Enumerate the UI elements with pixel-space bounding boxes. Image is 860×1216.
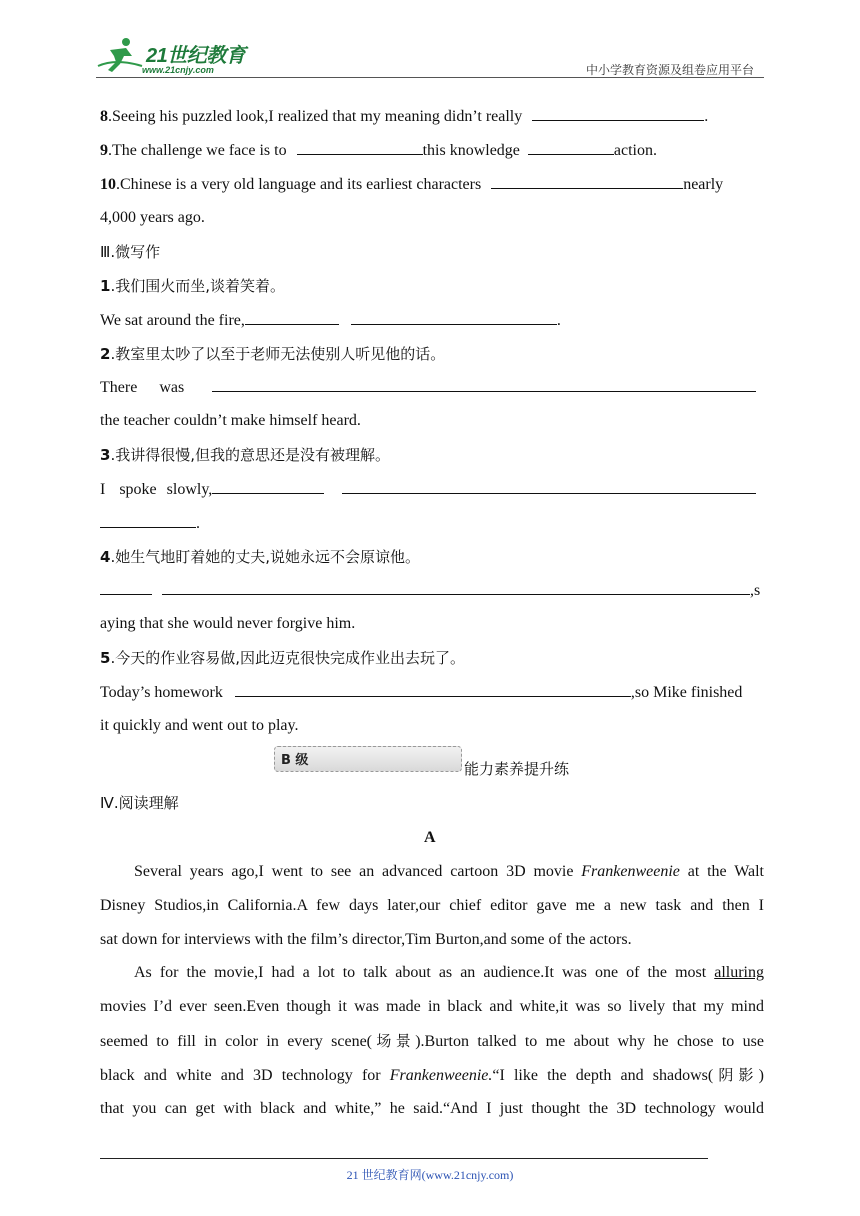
question-text: .今天的作业容易做,因此迈克很快完成作业出去玩了。 <box>110 649 465 667</box>
passage-line <box>100 1065 764 1086</box>
question-number: 2 <box>100 345 111 363</box>
passage-line <box>100 862 764 882</box>
sentence-end: ,so Mike finished <box>630 684 743 701</box>
question-number: 4 <box>100 548 111 566</box>
answer-blank[interactable] <box>100 580 152 595</box>
passage-text: seemed to fill in color in every scene( <box>100 1033 372 1050</box>
item-text: .Chinese is a very old language and its earliest characters <box>116 176 482 193</box>
question-text: .她生气地盯着她的丈夫,说她永远不会原谅他。 <box>110 548 420 566</box>
q5-chinese <box>100 648 465 668</box>
question-text: .教室里太吵了以至于老师无法使别人听见他的话。 <box>110 345 446 363</box>
q5-english-continued: it quickly and went out to play. <box>100 717 299 734</box>
footer-divider <box>100 1158 708 1159</box>
item-10 <box>100 174 723 195</box>
item-number: 10 <box>100 176 116 193</box>
item-number: 8 <box>100 108 108 125</box>
footer-link[interactable]: 21 世纪教育网(www.21cnjy.com) <box>346 1168 514 1182</box>
sentence-word: I <box>100 481 106 498</box>
platform-name: 中小学教育资源及组卷应用平台 <box>585 63 754 77</box>
question-number: 1 <box>100 277 111 295</box>
underlined-word: alluring <box>714 964 764 981</box>
passage-text: ).Burton talked to me about why he chose to use <box>415 1033 764 1050</box>
answer-blank[interactable] <box>100 513 196 528</box>
item-text: .Seeing his puzzled look,I realized that my meaning didn’t really <box>108 108 523 125</box>
item-text: this knowledge <box>422 142 520 159</box>
passage-line: movies I’d ever seen.Even though it was made in black and white,it was so lively that my mind <box>100 998 764 1015</box>
answer-blank[interactable] <box>491 174 683 189</box>
passage-line: that you can get with black and white,” he said.“And I just thought the 3D technology would <box>100 1100 764 1117</box>
page-header <box>0 0 860 80</box>
passage-text: “I like the depth and shadows( <box>492 1067 714 1084</box>
passage-letter: A <box>424 829 436 846</box>
movie-title: Frankenweenie <box>581 863 680 880</box>
sentence-end: . <box>196 515 200 532</box>
logo-text: 21世纪教育 <box>146 45 246 67</box>
header-divider <box>96 77 764 78</box>
item-end: . <box>704 108 709 125</box>
q2-english <box>100 377 756 398</box>
answer-blank[interactable] <box>245 310 339 325</box>
runner-logo-icon <box>96 36 144 76</box>
site-logo <box>96 36 256 78</box>
sentence-start: Today’s homework <box>100 684 223 701</box>
item-8 <box>100 106 708 127</box>
passage-text: at the Walt <box>687 863 765 880</box>
sentence-start: We sat around the fire, <box>100 312 245 329</box>
passage-line <box>100 963 764 983</box>
movie-title: Frankenweenie. <box>389 1067 493 1084</box>
item-number: 9 <box>100 142 108 159</box>
q2-chinese <box>100 344 445 364</box>
gloss-cn: 场景 <box>372 1032 416 1050</box>
item-text: action. <box>613 142 657 159</box>
sentence-word: slowly, <box>166 481 213 498</box>
answer-blank[interactable] <box>212 377 756 392</box>
question-text: .我讲得很慢,但我的意思还是没有被理解。 <box>110 446 390 464</box>
answer-blank[interactable] <box>528 140 614 155</box>
q5-english <box>100 682 742 703</box>
q1-english <box>100 310 561 331</box>
passage-line: Disney Studios,in California.A few days later,our chief editor gave me a new task and then I <box>100 897 764 914</box>
section-3-title: Ⅲ.微写作 <box>100 243 161 261</box>
answer-blank[interactable] <box>342 479 756 494</box>
sentence-end: . <box>556 312 561 329</box>
q1-chinese <box>100 276 285 296</box>
passage-line: sat down for interviews with the film’s director,Tim Burton,and some of the actors. <box>100 931 632 948</box>
item-text: .The challenge we face is to <box>108 142 287 159</box>
sentence-word: was <box>159 379 185 396</box>
passage-text: As for the movie,I had a lot to talk about as an audience.It was one of the most <box>134 964 707 981</box>
answer-blank[interactable] <box>351 310 557 325</box>
gloss-cn: 阴影 <box>713 1066 759 1084</box>
level-badge <box>274 746 462 772</box>
item-text: nearly <box>683 176 724 193</box>
q3-english <box>100 479 756 500</box>
q4-english-continued: aying that she would never forgive him. <box>100 615 356 632</box>
passage-line <box>100 1031 764 1052</box>
q4-english <box>100 580 760 601</box>
badge-label: B 级 <box>281 753 309 768</box>
logo-url: www.21cnjy.com <box>142 65 214 75</box>
answer-blank[interactable] <box>532 106 704 121</box>
sentence-word: spoke <box>119 481 157 498</box>
passage-text: ) <box>758 1067 764 1084</box>
question-number: 5 <box>100 649 111 667</box>
q4-chinese <box>100 547 420 567</box>
passage-text: Several years ago,I went to see an advanced cartoon 3D movie <box>134 863 574 880</box>
section-4-title: Ⅳ.阅读理解 <box>100 794 179 812</box>
item-10-continued: 4,000 years ago. <box>100 209 205 226</box>
q2-english-continued: the teacher couldn’t make himself heard. <box>100 412 361 429</box>
answer-blank[interactable] <box>162 580 750 595</box>
sentence-end: ,s <box>750 582 761 599</box>
item-9 <box>100 140 657 161</box>
answer-blank[interactable] <box>297 140 423 155</box>
sentence-word: There <box>100 379 138 396</box>
answer-blank[interactable] <box>212 479 324 494</box>
q3-english-continued <box>100 513 200 534</box>
answer-blank[interactable] <box>235 682 631 697</box>
question-text: .我们围火而坐,谈着笑着。 <box>110 277 285 295</box>
passage-text: black and white and 3D technology for <box>100 1067 381 1084</box>
q3-chinese <box>100 445 390 465</box>
badge-caption: 能力素养提升练 <box>464 760 570 778</box>
question-number: 3 <box>100 446 111 464</box>
